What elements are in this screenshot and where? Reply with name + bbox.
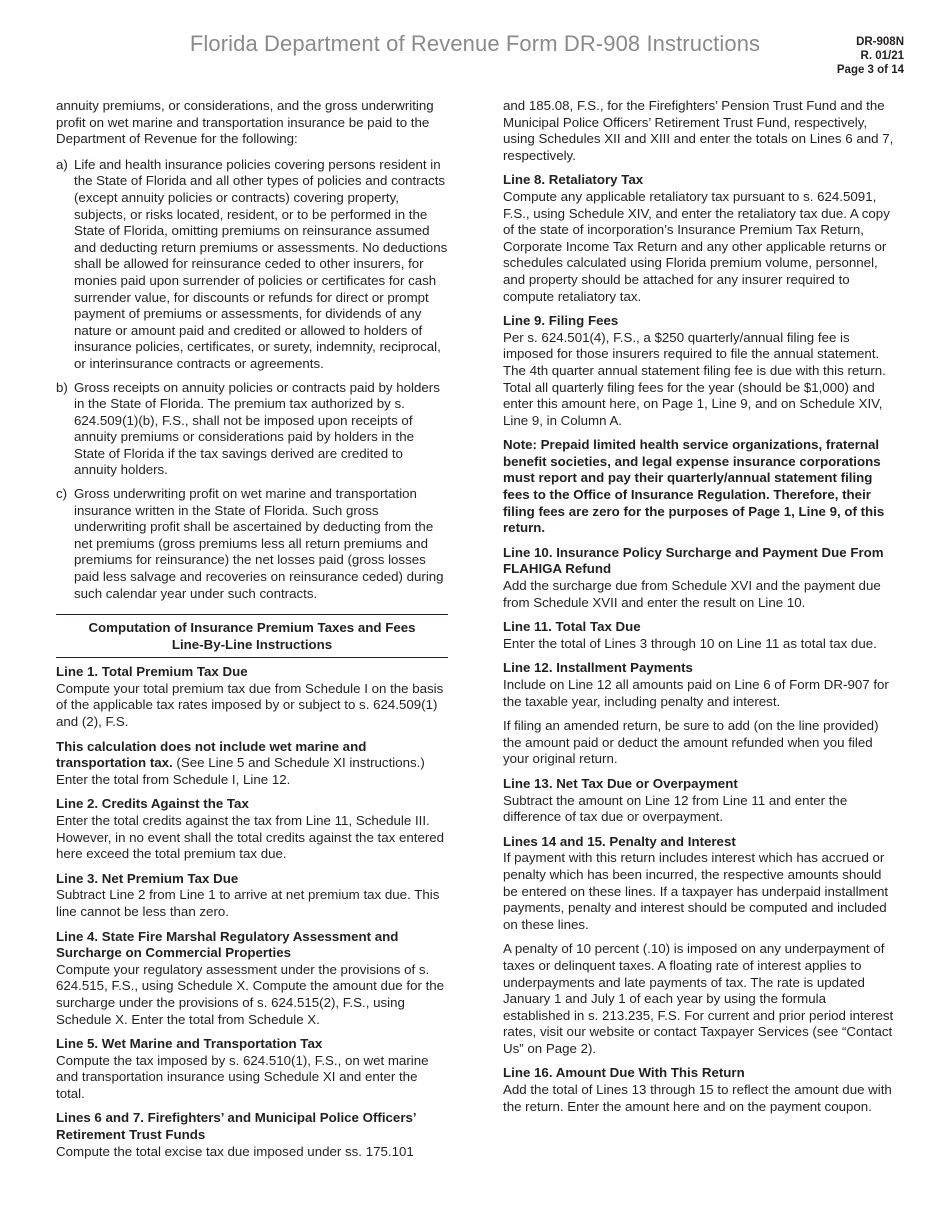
line67-continued [503,98,895,164]
line1-heading: Line 1. Total Premium Tax Due [56,664,248,680]
line1-text: Compute your total premium tax due from Schedule I on the basis of the applicable tax rates imposed by or subject to s. 624.509(1) and (2), F.S. [56,680,444,729]
line1-note [56,739,448,789]
left-column [56,98,448,1168]
line5-section [56,1036,448,1102]
line10-heading: Line 10. Insurance Policy Surcharge and Payment Due From FLAHIGA Refund [503,544,884,577]
line67-section [56,1110,448,1160]
line67-heading: Lines 6 and 7. Firefighters’ and Municipal Police Officers’ Retirement Trust Funds [56,1110,416,1143]
line16-section [503,1065,895,1115]
page-number: Page 3 of 14 [836,64,904,76]
line2-text: Enter the total credits against the tax from Line 11, Schedule III. However, in no event shall the total credits against the tax entered here exceed the total premium tax due. [56,812,445,862]
list-marker: a) [56,156,68,172]
line13-section [503,776,895,826]
line1-note-bold: This calculation does not include wet marine and transportation tax. [56,738,367,771]
list-text: Life and health insurance policies covering persons resident in the State of Florida and all other types of policies and contracts (except annuity policies or contracts) covering property, subjects, or risks located, resident, or to be performed in the State of Florida, omitting premiums on reinsurance assumed and deducting return premiums or assessments. No deductions shall be allowed for reinsurance ceded to other insurers, for monies paid upon surrender of policies or certificates for cash surrender value, for discounts or refunds for direct or prompt payment of premiums or assessments, for dividends of any nature or amount paid and credited or allowed to holders of insurance policies, certificates, or surety, indemnity, reciprocal, or interinsurance contracts or agreements. [74,156,448,371]
line16-heading: Line 16. Amount Due With This Return [503,1065,745,1081]
list-item [56,157,448,373]
list-item [56,380,448,480]
page-title: Florida Department of Revenue Form DR-908 Instructions [189,31,761,56]
list-marker: c) [56,486,68,502]
list-text: Gross receipts on annuity policies or contracts paid by holders in the State of Florida. The premium tax authorized by s. 624.509(1)(b), F.S., shall not be imposed upon receipts of annuity premiums or considerations paid by holders in the State of Florida if the tax savings derived are credited to annuity holders. [74,379,440,478]
line3-text: Subtract Line 2 from Line 1 to arrive at net premium tax due. This line cannot be less than zero. [56,887,440,919]
list-text: Gross underwriting profit on wet marine and transportation insurance written in the State of Florida. Such gross underwriting profit shall be ascertained by deducting from the net premiums (gross premiums less all return premiums and premiums for reinsurance) the net losses paid (gross losses paid less salvage and recoveries on reinsurance ceded) during such calendar year under such contracts. [74,486,444,601]
line12-heading: Line 12. Installment Payments [503,660,693,676]
line3-section [56,871,448,921]
list-marker: b) [56,379,68,395]
filing-fee-note: Note: Prepaid limited health service organizations, fraternal benefit societies, and legal expense insurance corporations must report and pay their quarterly/annual statement filing fees to the Office of Insurance Regulation. Therefore, their filing fees are zero for the purposes of Page 1, Line 9, of this return. [503,437,885,536]
line9-heading: Line 9. Filing Fees [503,313,619,329]
line3-heading: Line 3. Net Premium Tax Due [56,870,239,886]
line1415-section [503,834,895,934]
line2-section [56,796,448,862]
form-revision: R. 01/21 [860,50,904,62]
note-section [503,437,895,537]
line9-section [503,313,895,429]
line12-text: Include on Line 12 all amounts paid on Line 6 of Form DR-907 for the taxable year, including penalty and interest. [503,677,889,709]
line5-heading: Line 5. Wet Marine and Transportation Tax [56,1036,323,1052]
line4-text: Compute your regulatory assessment under the provisions of s. 624.515, F.S., using Schedule X. Compute the amount due for the surcharge under the provisions of s. 624.515(2), F.S., using Schedule X. Enter the total from Schedule X. [56,961,445,1027]
line12-amended [503,718,895,768]
line10-section [503,545,895,611]
line11-text: Enter the total of Lines 3 through 10 on Line 11 as total tax due. [503,635,877,651]
line11-section [503,619,895,652]
line1415-text2: A penalty of 10 percent (.10) is imposed on any underpayment of taxes or delinquent taxes. A floating rate of interest applies to underpayments and late payments of tax. The rate is updated January 1 and July 1 of each year by using the formula established in s. 213.235, F.S. For current and prior period interest rates, visit our website or contact Taxpayer Services (see “Contact Us” on Page 2). [503,941,894,1056]
right-column [503,98,895,1123]
line8-section [503,172,895,305]
line5-text: Compute the tax imposed by s. 624.510(1), F.S., on wet marine and transportation insurance using Schedule XI and enter the total. [56,1052,429,1101]
section-subheading: Line-By-Line Instructions [171,636,333,652]
line12-text2: If filing an amended return, be sure to add (on the line provided) the amount paid or deduct the amount refunded when you filed your original return. [503,718,879,767]
form-number: DR-908N [856,36,904,48]
line13-heading: Line 13. Net Tax Due or Overpayment [503,775,738,791]
line8-text: Compute any applicable retaliatory tax pursuant to s. 624.5091, F.S., using Schedule XIV, and enter the retaliatory tax due. A copy of the state of incorporation’s Insurance Premium Tax Return, Corporate Income Tax Return and any other applicable returns or schedules calculated using Florida premium volume, personnel, and property should be attached for any insurer required to compute retaliatory tax. [503,188,890,304]
section-heading: Computation of Insurance Premium Taxes and Fees [88,620,416,636]
intro-paragraph: annuity premiums, or considerations, and the gross underwriting profit on wet marine and transportation insurance be paid to the Department of Revenue for the following: [56,98,434,147]
line1-section [56,664,448,730]
line1415-text: If payment with this return includes interest which has accrued or penalty which has been incurred, the respective amounts should be entered on these lines. If a taxpayer has underpaid installment payments, penalty and interest should be computed and included on these lines. [503,850,889,932]
list-item [56,486,448,602]
line10-text: Add the surcharge due from Schedule XVI and the payment due from Schedule XVII and enter the result on Line 10. [503,578,881,610]
line9-text: Per s. 624.501(4), F.S., a $250 quarterly/annual filing fee is imposed for those insurers required to file the annual statement. The 4th quarter annual statement filing fee is due with this return. Total all quarterly filing fees for the year (should be $1,000) and enter this amount here, on Page 1, Line 9, and on Schedule XIV, Line 9, in Column A. [503,329,886,428]
line13-text: Subtract the amount on Line 12 from Line 11 and enter the difference of tax due or overpayment. [503,792,848,825]
line1415-heading: Lines 14 and 15. Penalty and Interest [503,833,736,849]
line1-note-rest: (See Line 5 and Schedule XI instructions.) Enter the total from Schedule I, Line 12. [56,755,425,787]
section-heading-box [56,614,448,658]
line4-heading: Line 4. State Fire Marshal Regulatory Assessment and Surcharge on Commercial Properties [56,928,399,961]
form-meta [837,35,904,77]
line4-section [56,929,448,1029]
line11-heading: Line 11. Total Tax Due [503,619,641,635]
line1415-penalty [503,941,895,1057]
line2-heading: Line 2. Credits Against the Tax [56,796,249,812]
line67-cont-text: and 185.08, F.S., for the Firefighters’ Pension Trust Fund and the Municipal Police Officers’ Retirement Trust Fund, respectively, using Schedules XII and XIII and enter the totals on Lines 6 and 7, respectively. [503,98,894,163]
line12-section [503,660,895,710]
line67-text: Compute the total excise tax due imposed under ss. 175.101 [56,1143,414,1159]
line16-text: Add the total of Lines 13 through 15 to reflect the amount due with the return. Enter the amount here and on the payment coupon. [503,1082,892,1114]
line8-heading: Line 8. Retaliatory Tax [503,172,644,188]
